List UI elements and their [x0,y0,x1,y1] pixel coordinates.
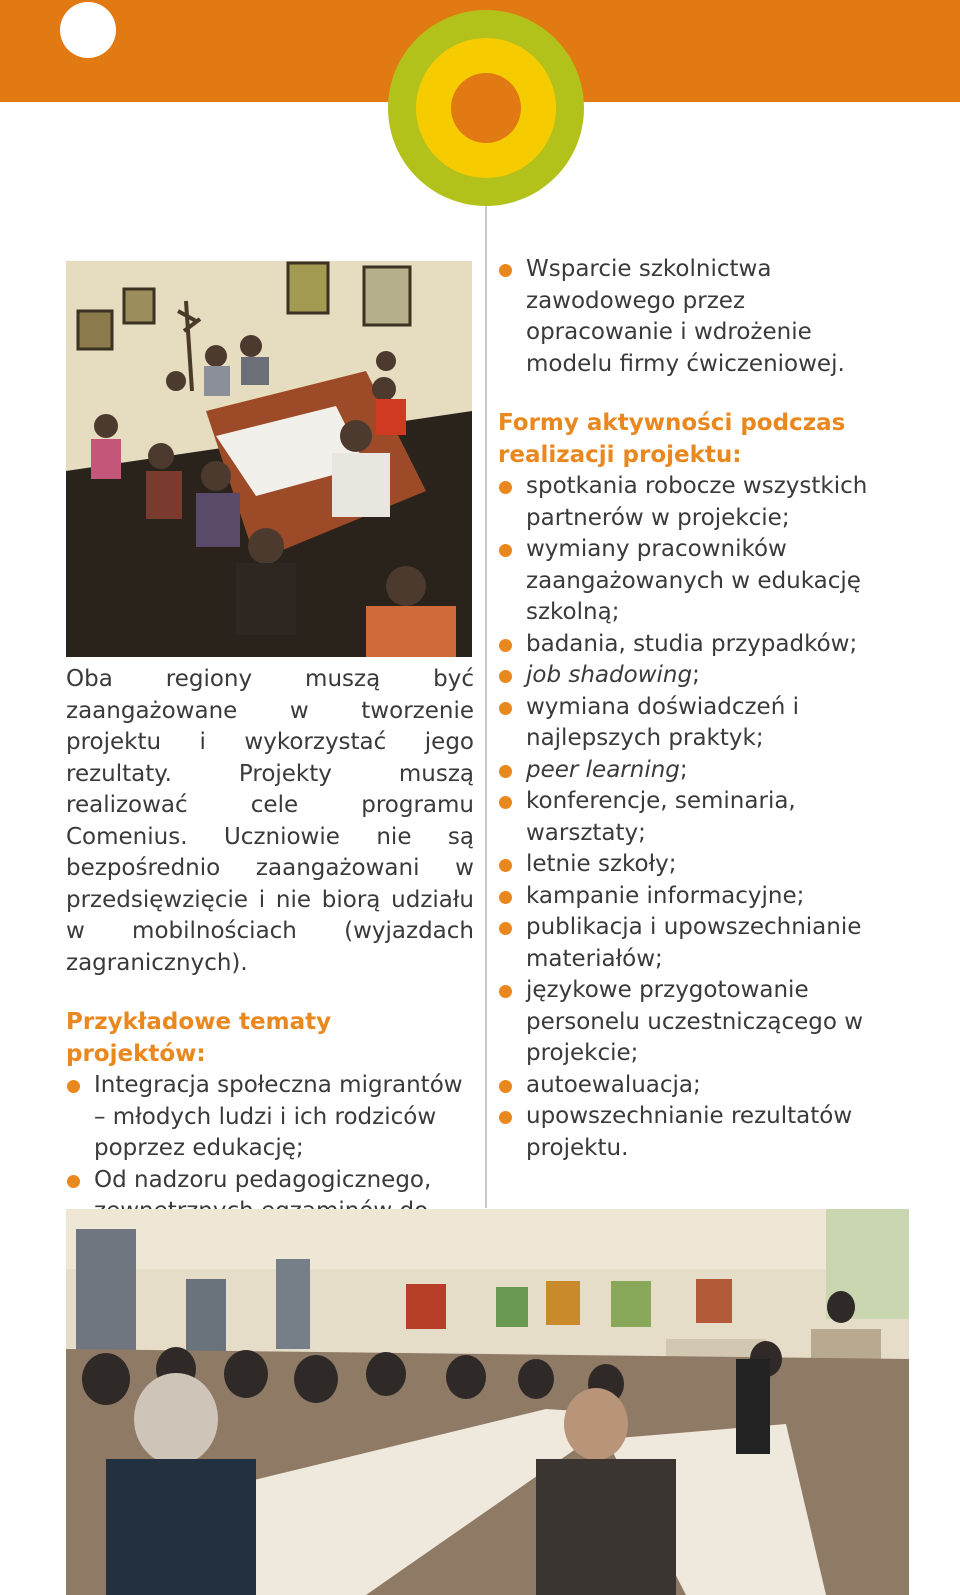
item-suffix: ; [692,662,700,688]
list-item: wymiana doświadczeń i najlepszych praktyk; [498,692,898,755]
list-item: wymiany pracowników zaangażowanych w edukację szkolną; [498,534,898,629]
italic-term: peer learning [526,756,680,783]
white-circle-decoration [60,2,116,58]
activity-forms-heading: Formy aktywności podczas realizacji projektu: [498,410,846,468]
list-item: kampanie informacyjne; [498,881,898,913]
meeting-photo [66,261,472,657]
conference-photo [66,1209,909,1595]
list-item: badania, studia przypadków; [498,629,898,661]
list-item [498,660,898,692]
list-item: letnie szkoły; [498,849,898,881]
list-item: językowe przygotowanie personelu uczestniczącego w projekcie; [498,975,898,1070]
list-item: Integracja społeczna migrantów – młodych ludzi i ich rodziców poprzez edukację; [66,1070,474,1165]
left-column [66,664,474,1259]
list-item: upowszechnianie rezultatów projektu. [498,1101,898,1164]
right-column [498,254,898,1164]
column-divider [485,206,487,1208]
logo-inner-circle [451,73,521,143]
list-item: spotkania robocze wszystkich partnerów w projekcie; [498,471,898,534]
list-item: autoewaluacja; [498,1070,898,1102]
intro-paragraph: Oba regiony muszą być zaangażowane w tworzenie projektu i wykorzystać jego rezultaty. Projekty muszą realizować cele programu Comenius. Uczniowie nie są bezpośrednio zaangażowani w przedsięwzięcie i nie biorą udziału w mobilnościach (wyjazdach zagranicznych). [66,666,474,976]
list-item: publikacja i upowszechnianie materiałów; [498,912,898,975]
italic-term: job shadowing [526,662,693,688]
activity-forms-list [498,471,898,1164]
list-item: Od nadzoru pedagogicznego, [66,1165,474,1260]
example-topics-heading: Przykładowe tematy projektów: [66,1009,332,1067]
example-topics-list-continued [498,254,898,380]
list-item: Wsparcie szkolnictwa zawodowego przez opracowanie i wdrożenie modelu firmy ćwiczeniowej. [498,254,898,380]
item-suffix: ; [679,756,688,783]
list-item [498,755,898,787]
list-item: konferencje, seminaria, warsztaty; [498,786,898,849]
